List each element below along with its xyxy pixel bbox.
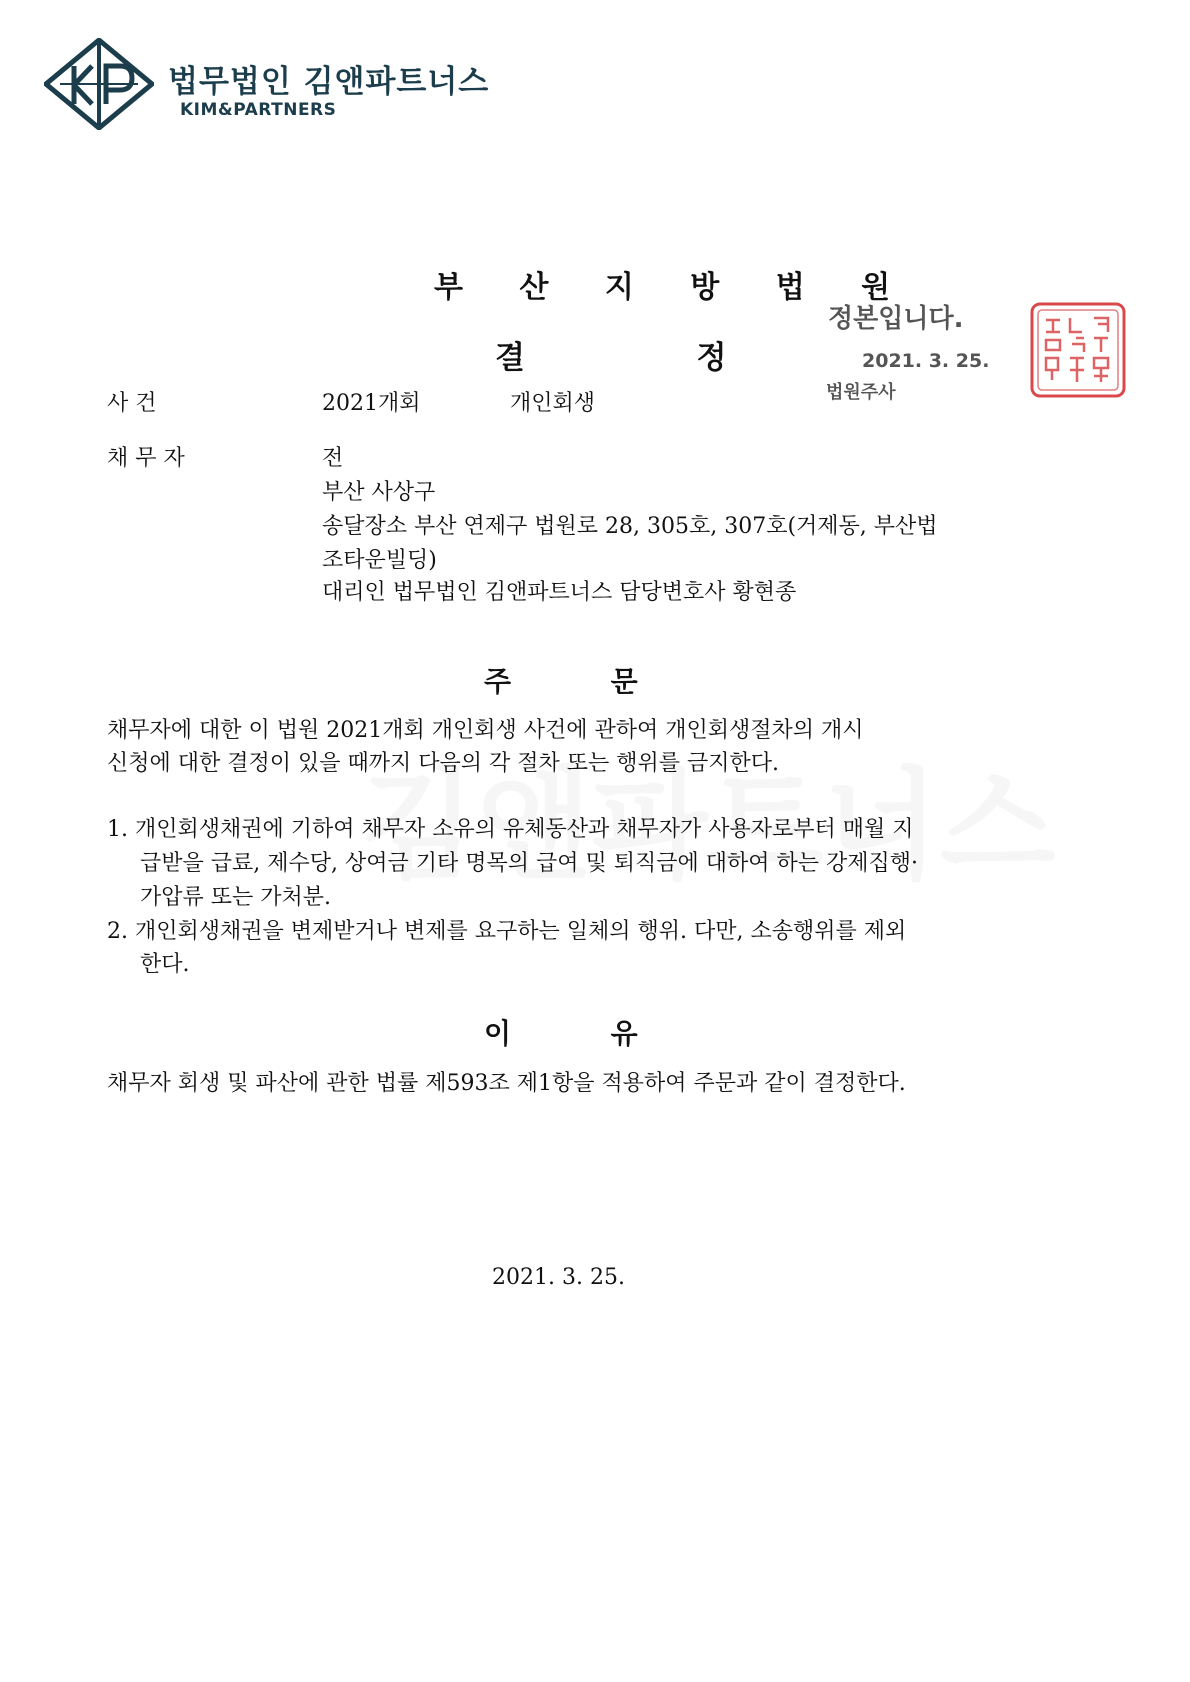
firm-name-korean: 법무법인 김앤파트너스 bbox=[168, 64, 490, 100]
delivery-address-line2: 조타운빌딩) bbox=[322, 548, 437, 573]
title-char-left: 결 bbox=[495, 340, 525, 376]
case-label: 사 건 bbox=[107, 391, 157, 416]
firm-logo-icon bbox=[44, 38, 154, 130]
certifying-officer: 법원주사 bbox=[826, 382, 896, 403]
reason-heading bbox=[484, 1012, 638, 1052]
order-heading-right: 문 bbox=[610, 665, 638, 698]
legal-agent: 대리인 법무법인 김앤파트너스 담당변호사 황현종 bbox=[322, 580, 797, 605]
order-heading bbox=[484, 660, 638, 700]
debtor-label: 채 무 자 bbox=[107, 446, 185, 471]
title-char-right: 정 bbox=[696, 340, 727, 376]
certified-copy-stamp: 정본입니다. bbox=[828, 304, 964, 334]
order-intro-line2: 신청에 대한 결정이 있을 때까지 다음의 각 절차 또는 행위를 금지한다. bbox=[107, 751, 779, 776]
court-name: 부 산 지 방 법 원 bbox=[434, 270, 914, 305]
order-item1-line1: 1. 개인회생채권에 기하여 채무자 소유의 유체동산과 채무자가 사용자로부터 매월 지 bbox=[107, 817, 914, 842]
order-item1-line2: 급받을 급료, 제수당, 상여금 기타 명목의 급여 및 퇴직금에 대하여 하는 강제집행· bbox=[140, 851, 918, 876]
case-type: 개인회생 bbox=[510, 391, 596, 416]
delivery-address-line1: 송달장소 부산 연제구 법원로 28, 305호, 307호(거제동, 부산법 bbox=[322, 514, 938, 539]
certification-date: 2021. 3. 25. bbox=[862, 350, 990, 372]
debtor-address: 부산 사상구 bbox=[322, 480, 436, 505]
document-title bbox=[495, 332, 727, 377]
order-heading-left: 주 bbox=[484, 665, 512, 698]
reason-heading-right: 유 bbox=[610, 1017, 638, 1050]
order-intro-line1: 채무자에 대한 이 법원 2021개회 개인회생 사건에 관하여 개인회생절차의 개시 bbox=[107, 718, 864, 743]
case-number: 2021개회 bbox=[322, 391, 421, 416]
order-item2-line1: 2. 개인회생채권을 변제받거나 변제를 요구하는 일체의 행위. 다만, 소송행위를 제외 bbox=[107, 919, 907, 944]
reason-text: 채무자 회생 및 파산에 관한 법률 제593조 제1항을 적용하여 주문과 같이 결정한다. bbox=[107, 1071, 906, 1096]
reason-heading-left: 이 bbox=[484, 1017, 512, 1050]
decision-date: 2021. 3. 25. bbox=[492, 1265, 625, 1290]
order-item2-line2: 한다. bbox=[140, 952, 190, 977]
order-item1-line3: 가압류 또는 가처분. bbox=[140, 885, 331, 910]
firm-name-english: KIM&PARTNERS bbox=[180, 100, 337, 120]
debtor-name: 전 bbox=[322, 446, 344, 471]
court-seal-icon bbox=[1028, 300, 1128, 400]
